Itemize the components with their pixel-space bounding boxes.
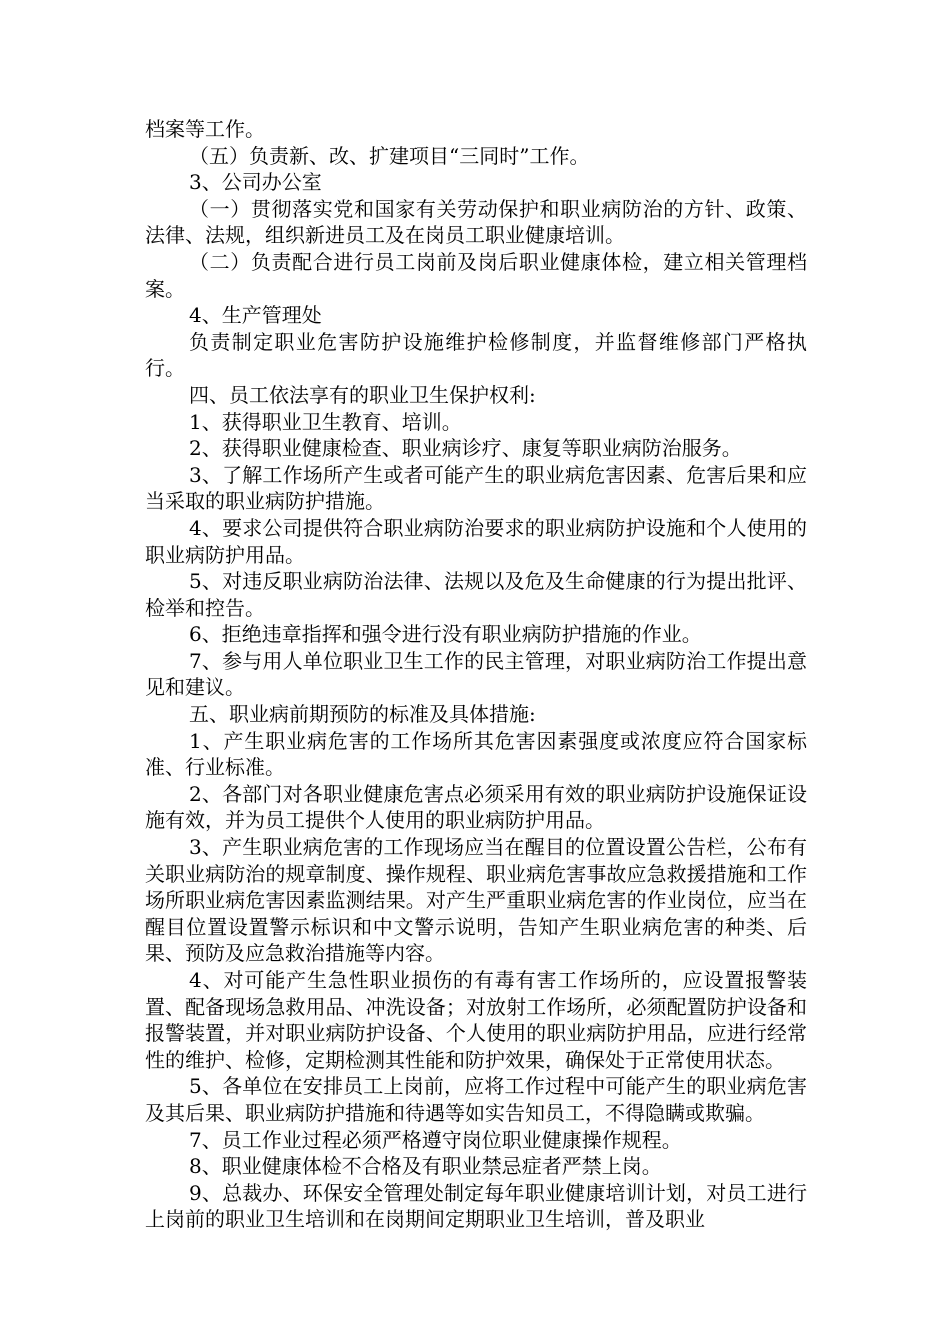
paragraph-production-duty: 负责制定职业危害防护设施维护检修制度，并监督维修部门严格执行。 <box>145 329 807 381</box>
list-item-measure-9: 9、总裁办、环保安全管理处制定每年职业健康培训计划，对员工进行上岗前的职业卫生培训和在岗期间定期职业卫生培训，普及职业 <box>145 1180 807 1232</box>
list-item-right-7: 7、参与用人单位职业卫生工作的民主管理，对职业病防治工作提出意见和建议。 <box>145 648 807 700</box>
paragraph-three-simultaneous: （五）负责新、改、扩建项目“三同时”工作。 <box>189 143 590 168</box>
heading-production-management: 4、生产管理处 <box>189 303 322 328</box>
list-item-right-3: 3、了解工作场所产生或者可能产生的职业病危害因素、危害后果和应当采取的职业病防护措施。 <box>145 462 807 514</box>
list-item-right-2: 2、获得职业健康检查、职业病诊疗、康复等职业病防治服务。 <box>189 436 742 461</box>
heading-company-office: 3、公司办公室 <box>189 170 322 195</box>
list-item-right-1: 1、获得职业卫生教育、培训。 <box>189 409 462 434</box>
heading-employee-rights: 四、员工依法享有的职业卫生保护权利: <box>189 382 536 407</box>
paragraph-archive-work: 档案等工作。 <box>145 117 265 141</box>
list-item-measure-3: 3、产生职业病危害的工作现场应当在醒目的位置设置公告栏，公布有关职业病防治的规章制度、操作规程、职业病危害事故应急救援措施和工作场所职业病危害因素监测结果。对产生严重职业病危害的作业岗位，应当在醒目位置设置警示标识和中文警示说明，告知产生职业病危害的种类、后果、预防及应急救治措施等内容。 <box>145 835 807 966</box>
document-body <box>145 116 807 1233</box>
list-item-right-6: 6、拒绝违章指挥和强令进行没有职业病防护措施的作业。 <box>189 622 702 647</box>
list-item-measure-5: 5、各单位在安排员工上岗前，应将工作过程中可能产生的职业病危害及其后果、职业病防护措施和待遇等如实告知员工，不得隐瞒或欺骗。 <box>145 1074 807 1125</box>
heading-prevention-measures: 五、职业病前期预防的标准及具体措施: <box>189 702 536 727</box>
paragraph-office-duty-2: （二）负责配合进行员工岗前及岗后职业健康体检，建立相关管理档案。 <box>145 249 807 301</box>
list-item-measure-7: 7、员工作业过程必须严格遵守岗位职业健康操作规程。 <box>189 1127 682 1152</box>
list-item-right-4: 4、要求公司提供符合职业病防治要求的职业病防护设施和个人使用的职业病防护用品。 <box>145 515 807 567</box>
list-item-measure-8: 8、职业健康体检不合格及有职业禁忌症者严禁上岗。 <box>189 1154 662 1179</box>
paragraph-office-duty-1: （一）贯彻落实党和国家有关劳动保护和职业病防治的方针、政策、法律、法规，组织新进员工及在岗员工职业健康培训。 <box>145 196 807 248</box>
list-item-measure-4: 4、对可能产生急性职业损伤的有毒有害工作场所的，应设置报警装置、配备现场急救用品、冲洗设备；对放射工作场所，必须配置防护设备和报警装置，并对职业病防护设备、个人使用的职业病防护用品，应进行经常性的维护、检修，定期检测其性能和防护效果，确保处于正常使用状态。 <box>145 968 807 1072</box>
list-item-measure-2: 2、各部门对各职业健康危害点必须采用有效的职业病防护设施保证设施有效，并为员工提供个人使用的职业病防护用品。 <box>145 781 807 833</box>
list-item-right-5: 5、对违反职业病防治法律、法规以及危及生命健康的行为提出批评、检举和控告。 <box>145 569 807 620</box>
list-item-measure-1: 1、产生职业病危害的工作场所其危害因素强度或浓度应符合国家标准、行业标准。 <box>145 728 807 780</box>
